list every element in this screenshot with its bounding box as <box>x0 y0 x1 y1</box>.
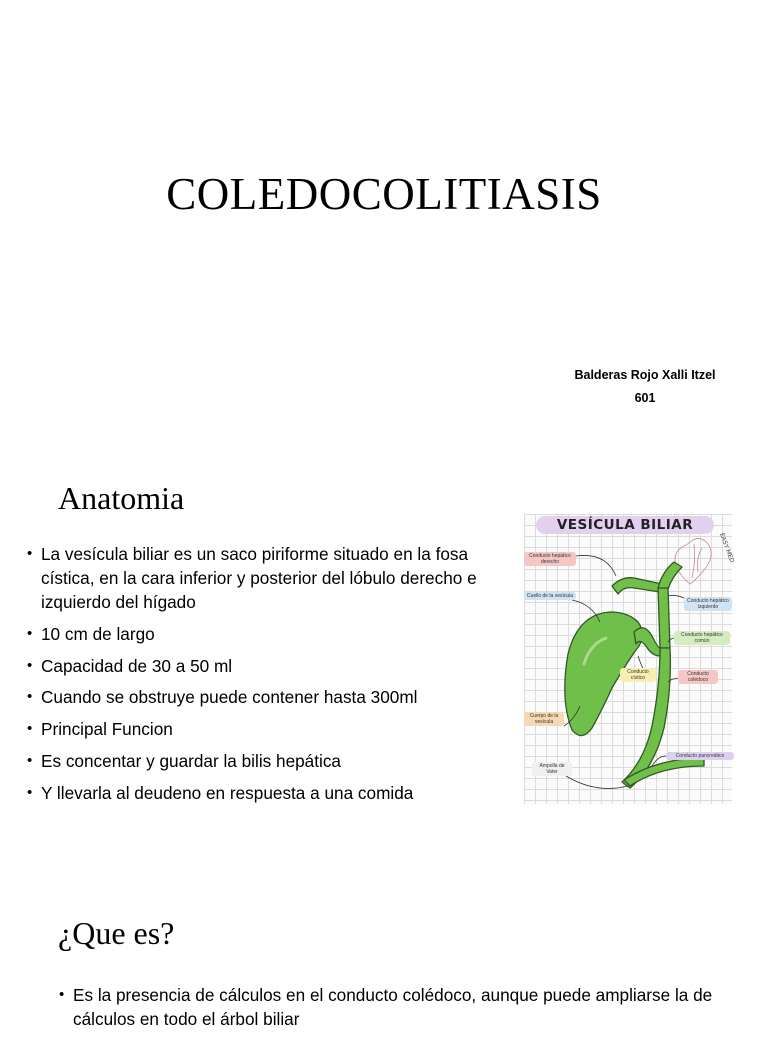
label-hepatic-right: Conducto hepático derecho <box>524 552 576 566</box>
diagram-title: VESÍCULA BILIAR <box>536 516 714 534</box>
heart-icon <box>675 538 711 584</box>
label-cistico: Conducto cístico <box>620 668 656 682</box>
bullet-item: • Capacidad de 30 a 50 ml <box>27 654 487 678</box>
bullet-item: • Y llevarla al deudeno en respuesta a una comida <box>27 781 487 805</box>
label-ampolla: Ampolla de Vater <box>532 762 572 776</box>
label-coledoco: Conducto colédoco <box>678 670 718 684</box>
bullet-item: • Es concentar y guardar la bilis hepática <box>27 749 487 773</box>
que-es-heading: ¿Que es? <box>58 915 175 951</box>
cover-slide <box>0 0 768 430</box>
anatomia-slide <box>0 430 768 870</box>
author-group: 601 <box>634 391 656 405</box>
label-hepatic-left: Conducto hepático izquierdo <box>684 597 732 611</box>
brand-mark: EASY MED <box>718 532 736 564</box>
que-es-slide <box>0 870 768 1029</box>
bullet-item: • 10 cm de largo <box>27 622 487 646</box>
label-cuerpo: Cuerpo de la vesícula <box>524 712 564 726</box>
bullet-item: • Es la presencia de cálculos en el conducto colédoco, aunque puede ampliarse la de cálculos en todo el árbol biliar <box>59 983 749 1031</box>
label-pancreatico: Conducto pancreático <box>666 752 734 760</box>
bullet-item: • La vesícula biliar es un saco piriforme situado en la fosa cística, en la cara inferior y posterior del lóbulo derecho e izquierdo del hígado <box>27 542 487 614</box>
author-name: Balderas Rojo Xalli Itzel <box>574 368 716 382</box>
que-es-bullet-list <box>59 983 749 1039</box>
anatomia-bullet-list <box>27 542 487 813</box>
label-cuello: Cuello de la vesícula <box>524 592 576 600</box>
bullet-item: • Principal Funcion <box>27 717 487 741</box>
anatomia-heading: Anatomia <box>58 480 185 516</box>
author-block <box>560 364 730 410</box>
bullet-item: • Cuando se obstruye puede contener hasta 300ml <box>27 685 487 709</box>
label-hepatic-common: Conducto hepático común <box>674 631 730 645</box>
slide-title: COLEDOCOLITIASIS <box>166 169 602 219</box>
gallbladder-diagram <box>524 514 736 804</box>
